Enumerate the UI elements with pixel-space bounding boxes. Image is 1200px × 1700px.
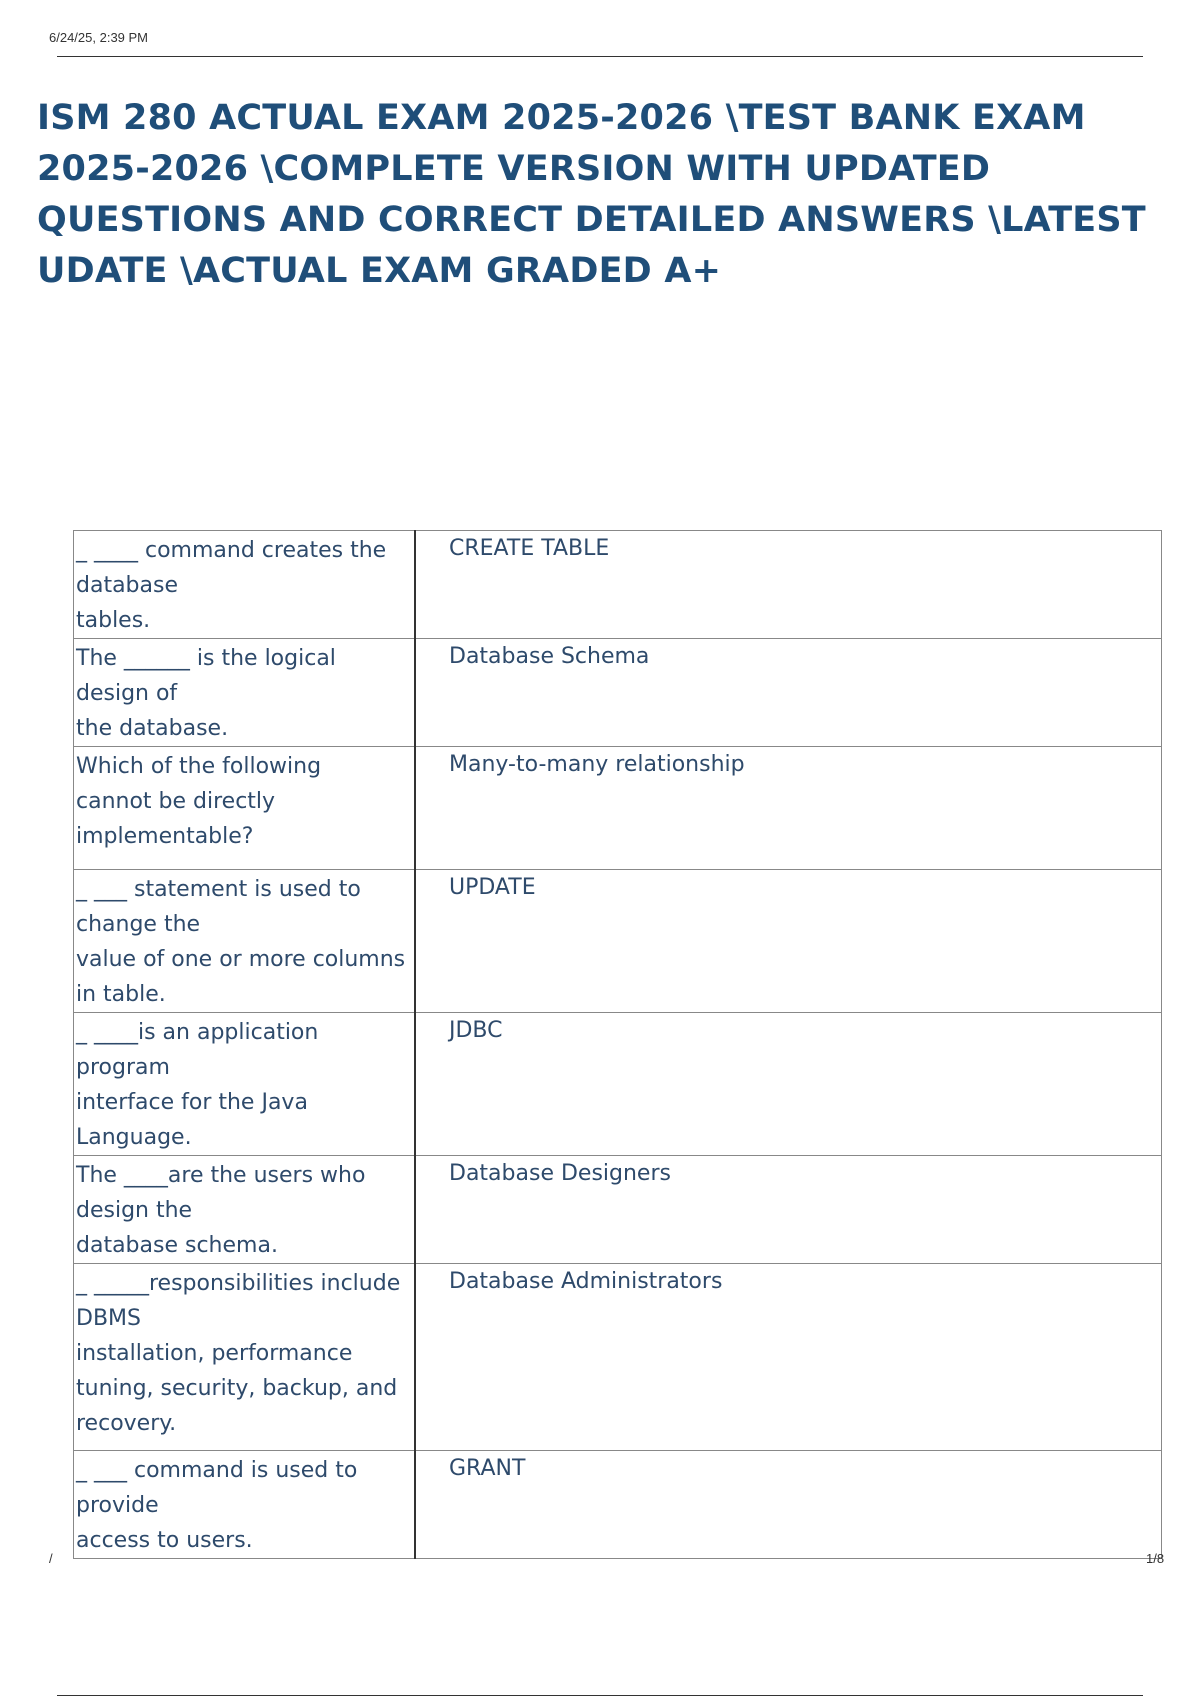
- table-row: [74, 639, 1162, 747]
- question-cell: [74, 531, 416, 639]
- question-line: _ ____is an application: [76, 1020, 319, 1045]
- title-line: QUESTIONS AND CORRECT DETAILED ANSWERS \LATEST: [37, 200, 1146, 240]
- question-line: Which of the following: [76, 754, 322, 779]
- question-line: cannot be directly: [76, 789, 276, 814]
- answer-cell: JDBC: [415, 1013, 1162, 1156]
- page-number: 1/8: [1146, 1551, 1165, 1566]
- table-row: [74, 1451, 1162, 1559]
- document-title: [37, 93, 1197, 297]
- header-rule: [57, 56, 1143, 57]
- question-line: _ ___ statement is used to: [76, 877, 361, 902]
- question-cell: [74, 1264, 416, 1451]
- question-line: The ____are the users who: [76, 1163, 366, 1188]
- footer-url: /: [49, 1551, 53, 1566]
- table-row: [74, 1264, 1162, 1451]
- answer-cell: GRANT: [415, 1451, 1162, 1559]
- table-row: [74, 531, 1162, 639]
- question-line: the database.: [76, 716, 229, 741]
- table-row: [74, 870, 1162, 1013]
- question-answer-table: [73, 530, 1162, 1559]
- answer-cell: Many-to-many relationship: [415, 747, 1162, 870]
- question-line: change the: [76, 912, 201, 937]
- question-line: _ ____ command creates the: [76, 538, 387, 563]
- question-line: Language.: [76, 1125, 192, 1150]
- title-line: 2025-2026 \COMPLETE VERSION WITH UPDATED: [37, 149, 991, 189]
- answer-cell: Database Designers: [415, 1156, 1162, 1264]
- question-line: tuning, security, backup, and: [76, 1376, 398, 1401]
- question-line: in table.: [76, 982, 166, 1007]
- question-cell: [74, 1156, 416, 1264]
- question-line: database: [76, 573, 178, 598]
- question-line: value of one or more columns: [76, 947, 406, 972]
- table-row: [74, 1013, 1162, 1156]
- question-line: interface for the Java: [76, 1090, 308, 1115]
- question-line: design the: [76, 1198, 193, 1223]
- question-line: implementable?: [76, 824, 254, 849]
- question-cell: [74, 1451, 416, 1559]
- table-row: [74, 747, 1162, 870]
- question-line: DBMS: [76, 1306, 141, 1331]
- question-line: The ______ is the logical: [76, 646, 336, 671]
- question-line: database schema.: [76, 1233, 278, 1258]
- question-line: _ ___ command is used to: [76, 1458, 358, 1483]
- answer-cell: UPDATE: [415, 870, 1162, 1013]
- print-timestamp: 6/24/25, 2:39 PM: [49, 30, 149, 45]
- footer-rule: [57, 1695, 1143, 1696]
- question-line: provide: [76, 1493, 159, 1518]
- question-line: _ _____responsibilities include: [76, 1271, 401, 1296]
- answer-cell: CREATE TABLE: [415, 531, 1162, 639]
- answer-cell: Database Administrators: [415, 1264, 1162, 1451]
- title-line: ISM 280 ACTUAL EXAM 2025-2026 \TEST BANK EXAM: [37, 98, 1086, 138]
- question-line: recovery.: [76, 1411, 177, 1436]
- question-line: access to users.: [76, 1528, 253, 1553]
- question-line: design of: [76, 681, 178, 706]
- answer-cell: Database Schema: [415, 639, 1162, 747]
- question-line: tables.: [76, 608, 151, 633]
- table-row: [74, 1156, 1162, 1264]
- question-line: installation, performance: [76, 1341, 353, 1366]
- question-cell: [74, 639, 416, 747]
- question-cell: [74, 747, 416, 870]
- question-line: program: [76, 1055, 170, 1080]
- title-line: UDATE \ACTUAL EXAM GRADED A+: [37, 251, 722, 291]
- question-cell: [74, 870, 416, 1013]
- question-cell: [74, 1013, 416, 1156]
